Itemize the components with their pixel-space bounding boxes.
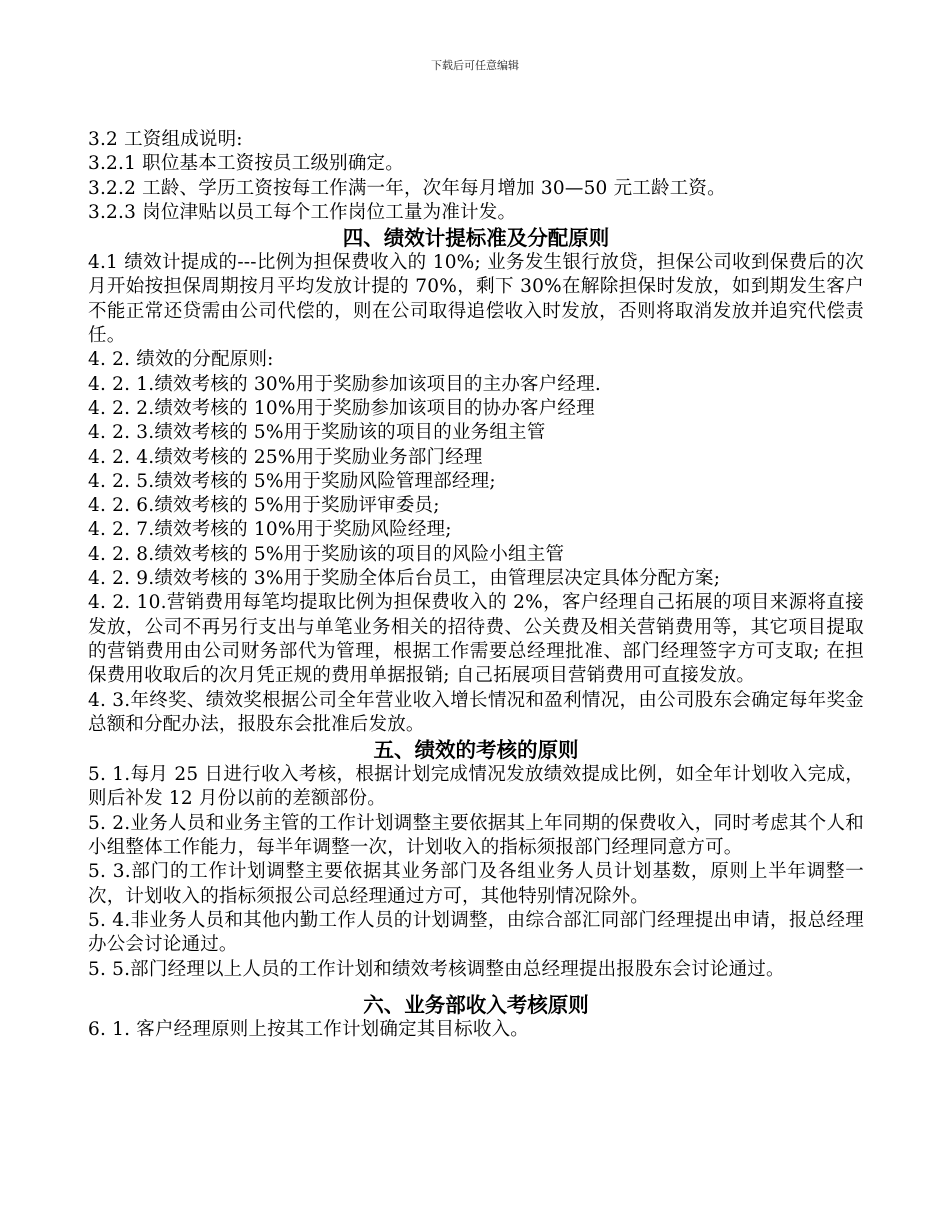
paragraph: 4. 3.年终奖、绩效奖根据公司全年营业收入增长情况和盈利情况，由公司股东会确定每年奖金总额和分配办法，报股东会批准后发放。 — [88, 689, 864, 735]
paragraph: 5. 4.非业务人员和其他内勤工作人员的计划调整，由综合部汇同部门经理提出申请，报总经理办公会讨论通过。 — [88, 909, 864, 956]
paragraph: 4. 2. 4.绩效考核的 25%用于奖励业务部门经理 — [88, 446, 483, 468]
paragraph: 4. 2. 7.绩效考核的 10%用于奖励风险经理; — [88, 519, 452, 541]
paragraph: 4.1 绩效计提成的---比例为担保费收入的 10%; 业务发生银行放贷，担保公司收到保费后的次月开始按担保周期按月平均发放计提的 70%，剩下 30%在解除担保时发放，如到期发生客户不能正常还贷需由公司代偿的，则在公司取得追偿收入时发放，否则将取消发放并追究代偿责任。 — [88, 252, 864, 347]
section-heading: 六、业务部收入考核原则 — [363, 992, 589, 1017]
paragraph: 4. 2. 3.绩效考核的 5%用于奖励该的项目的业务组主管 — [88, 422, 546, 444]
paragraph: 4. 2. 绩效的分配原则: — [88, 349, 274, 371]
section-heading: 五、绩效的考核的原则 — [373, 738, 579, 763]
paragraph: 5. 2.业务人员和业务主管的工作计划调整主要依据其上年同期的保费收入，同时考虑其个人和小组整体工作能力，每半年调整一次，计划收入的指标须报部门经理同意方可。 — [88, 812, 864, 859]
paragraph: 4. 2. 8.绩效考核的 5%用于奖励该的项目的风险小组主管 — [88, 543, 565, 565]
paragraph: 5. 1.每月 25 日进行收入考核，根据计划完成情况发放绩效提成比例，如全年计划收入完成，则后补发 12 月份以前的差额部份。 — [88, 764, 864, 810]
paragraph: 4. 2. 1.绩效考核的 30%用于奖励参加该项目的主办客户经理. — [88, 373, 601, 395]
paragraph: 4. 2. 5.绩效考核的 5%用于奖励风险管理部经理; — [88, 470, 496, 492]
paragraph: 4. 2. 9.绩效考核的 3%用于奖励全体后台员工，由管理层决定具体分配方案; — [88, 568, 721, 590]
paragraph: 5. 3.部门的工作计划调整主要依据其业务部门及各组业务人员计划基数，原则上半年调整一次，计划收入的指标须报公司总经理通过方可，其他特别情况除外。 — [88, 861, 864, 907]
section-heading: 四、绩效计提标准及分配原则 — [342, 226, 610, 251]
paragraph: 3.2.3 岗位津贴以员工每个工作岗位工量为准计发。 — [88, 201, 517, 223]
paragraph: 4. 2. 10.营销费用每笔均提取比例为担保费收入的 2%，客户经理自己拓展的项目来源将直接发放，公司不再另行支出与单笔业务相关的招待费、公关费及相关营销费用等，其它项目提取的营销费用由公司财务部代为管理，根据工作需要总经理批准、部门经理签字方可支取; 在担保费用收取后的次月凭正规的费用单据报销; 自己拓展项目营销费用可直接发放。 — [88, 592, 864, 687]
paragraph: 5. 5.部门经理以上人员的工作计划和绩效考核调整由总经理提出报股东会讨论通过。 — [88, 958, 785, 980]
paragraph: 3.2 工资组成说明: — [88, 129, 243, 150]
paragraph: 6. 1. 客户经理原则上按其工作计划确定其目标收入。 — [88, 1018, 529, 1040]
paragraph: 3.2.2 工龄、学历工资按每工作满一年，次年每月增加 30—50 元工龄工资。 — [88, 177, 726, 199]
document-body — [88, 128, 864, 1042]
paragraph: 4. 2. 2.绩效考核的 10%用于奖励参加该项目的协办客户经理 — [88, 397, 595, 419]
paragraph: 3.2.1 职位基本工资按员工级别确定。 — [88, 153, 404, 175]
paragraph: 4. 2. 6.绩效考核的 5%用于奖励评审委员; — [88, 495, 440, 517]
header-note: 下载后可任意编辑 — [431, 59, 519, 72]
